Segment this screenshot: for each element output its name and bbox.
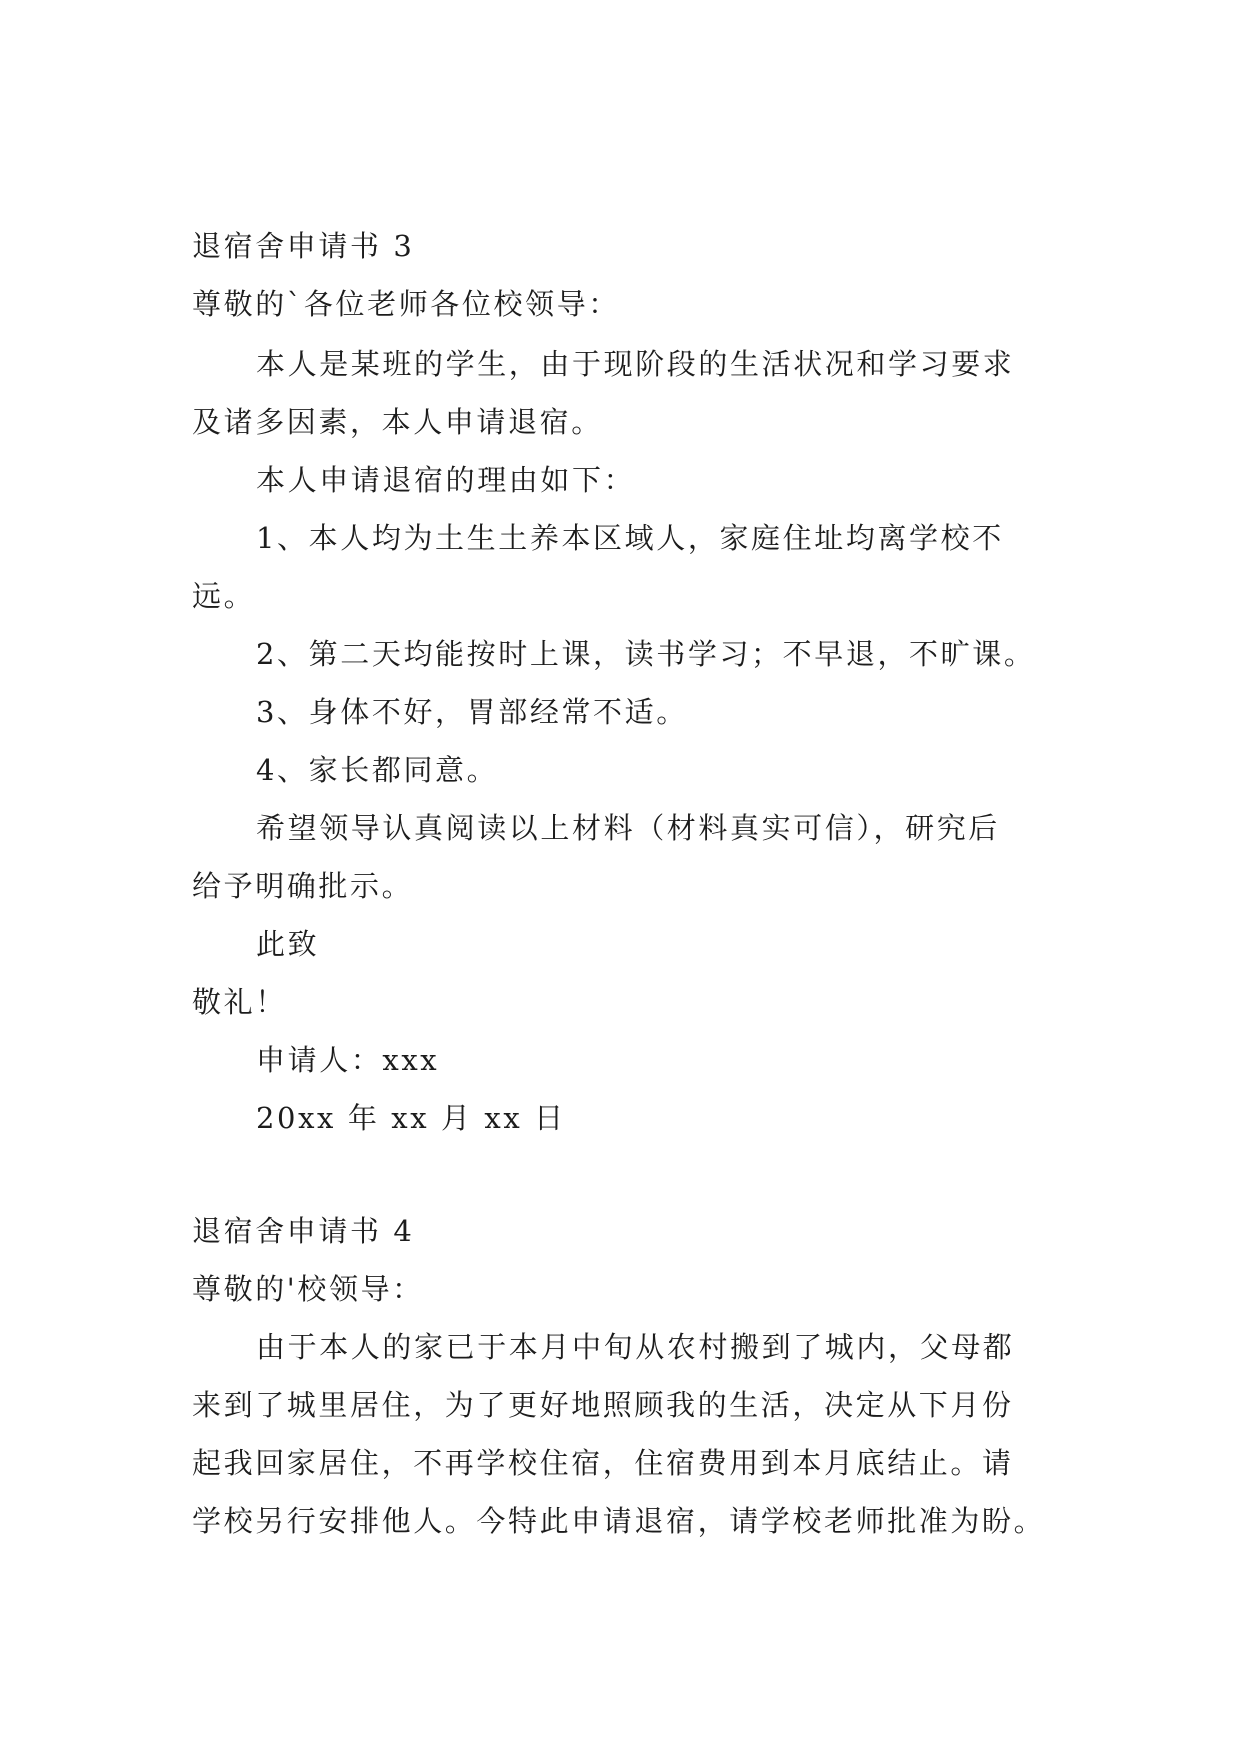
section-3-reason-4: 4、家长都同意。 — [256, 753, 499, 787]
section-3-closing-2: 敬礼！ — [192, 985, 287, 1019]
section-3-hope-line-1: 希望领导认真阅读以上材料（材料真实可信），研究后 — [256, 811, 1000, 845]
section-3-reason-3: 3、身体不好，胃部经常不适。 — [256, 695, 688, 729]
section-3-hope-line-2: 给予明确批示。 — [192, 869, 414, 903]
section-3-applicant: 申请人：xxx — [256, 1043, 440, 1077]
section-4-body-line-4: 学校另行安排他人。今特此申请退宿，请学校老师批准为盼。 — [192, 1504, 1046, 1538]
section-4-body-line-2: 来到了城里居住，为了更好地照顾我的生活，决定从下月份 — [192, 1388, 1014, 1422]
section-3-paragraph-1-line-2: 及诸多因素，本人申请退宿。 — [192, 405, 603, 439]
section-3-closing-1: 此致 — [256, 927, 320, 961]
section-3-salutation: 尊敬的`各位老师各位校领导： — [192, 287, 620, 321]
section-3-reason-2: 2、第二天均能按时上课，读书学习；不早退，不旷课。 — [256, 637, 1036, 671]
section-4-body-line-3: 起我回家居住，不再学校住宿，住宿费用到本月底结止。请 — [192, 1446, 1014, 1480]
section-3-title: 退宿舍申请书 3 — [192, 229, 415, 263]
section-4-body-line-1: 由于本人的家已于本月中旬从农村搬到了城内，父母都 — [256, 1330, 1015, 1364]
section-4-salutation: 尊敬的'校领导： — [192, 1272, 424, 1306]
section-4-title: 退宿舍申请书 4 — [192, 1214, 415, 1248]
section-3-reason-1-line-2: 远。 — [192, 579, 256, 613]
section-3-reasons-intro: 本人申请退宿的理由如下： — [256, 463, 636, 497]
section-3-date: 20xx 年 xx 月 xx 日 — [256, 1101, 566, 1135]
section-3-reason-1-line-1: 1、本人均为土生土养本区域人，家庭住址均离学校不 — [256, 521, 1004, 555]
section-3-paragraph-1-line-1: 本人是某班的学生，由于现阶段的生活状况和学习要求 — [256, 347, 1015, 381]
